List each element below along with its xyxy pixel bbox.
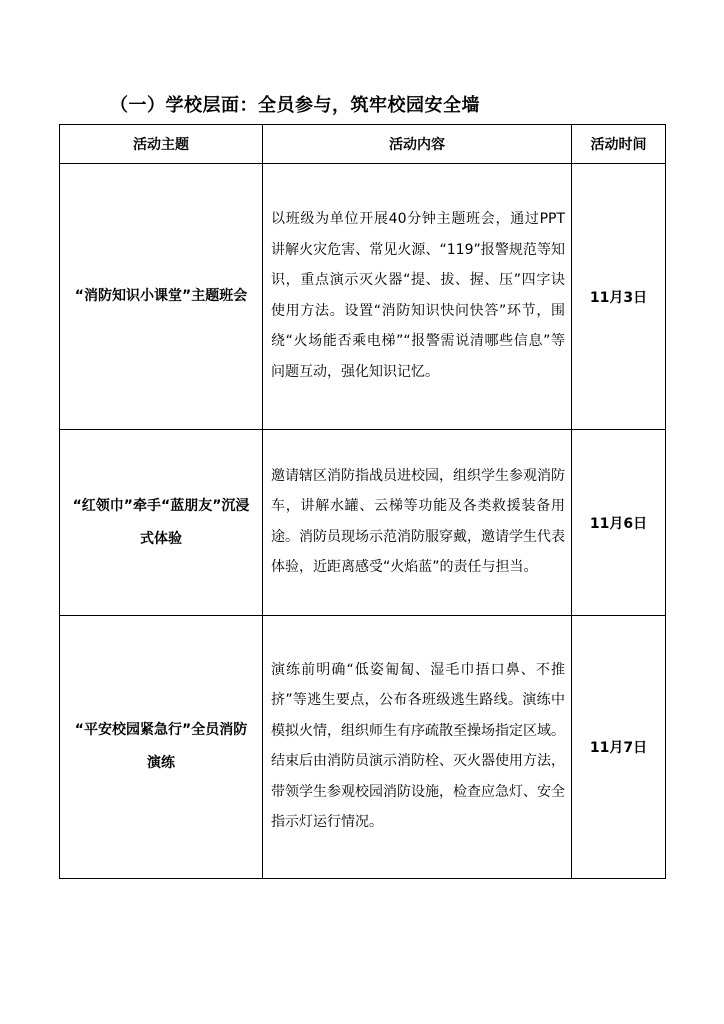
table-row — [60, 430, 666, 616]
table-row — [60, 616, 666, 879]
header-date: 活动时间 — [572, 125, 666, 164]
activity-theme: “平安校园紧急行”全员消防演练 — [60, 616, 263, 879]
table-header-row — [60, 125, 666, 164]
table-row — [60, 164, 666, 430]
activity-content: 邀请辖区消防指战员进校园，组织学生参观消防车，讲解水罐、云梯等功能及各类救援装备用途。消防员现场示范消防服穿戴，邀请学生代表体验，近距离感受“火焰蓝”的责任与担当。 — [263, 430, 572, 616]
activity-content: 以班级为单位开展40分钟主题班会，通过PPT讲解火灾危害、常见火源、“119”报警规范等知识，重点演示灭火器“提、拔、握、压”四字诀使用方法。设置“消防知识快问快答”环节，围绕“火场能否乘电梯”“报警需说清哪些信息”等问题互动，强化知识记忆。 — [263, 164, 572, 430]
activity-date: 11月6日 — [572, 430, 666, 616]
activity-content: 演练前明确“低姿匍匐、湿毛巾捂口鼻、不推挤”等逃生要点，公布各班级逃生路线。演练中模拟火情，组织师生有序疏散至操场指定区域。结束后由消防员演示消防栓、灭火器使用方法，带领学生参观校园消防设施，检查应急灯、安全指示灯运行情况。 — [263, 616, 572, 879]
activity-table — [59, 124, 666, 879]
activity-theme: “消防知识小课堂”主题班会 — [60, 164, 263, 430]
section-heading: （一）学校层面：全员参与，筑牢校园安全墙 — [110, 95, 480, 116]
activity-date: 11月7日 — [572, 616, 666, 879]
header-theme: 活动主题 — [60, 125, 263, 164]
activity-theme: “红领巾”牵手“蓝朋友”沉浸式体验 — [60, 430, 263, 616]
activity-date: 11月3日 — [572, 164, 666, 430]
header-content: 活动内容 — [263, 125, 572, 164]
